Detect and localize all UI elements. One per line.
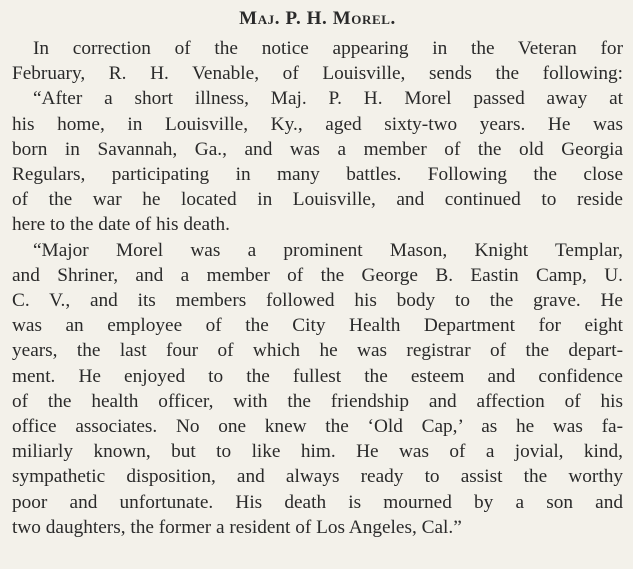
text-line: two daughters, the former a resident of Los Angeles, Cal.” bbox=[12, 516, 462, 538]
text-line: Regulars, participating in many battles. Following the close bbox=[12, 164, 623, 186]
text-line: poor and unfortunate. His death is mourned by a son and bbox=[12, 491, 623, 513]
text-line: of the war he located in Louisville, and continued to reside bbox=[12, 189, 623, 211]
text-line: ment. He enjoyed to the fullest the esteem and confidence bbox=[12, 365, 623, 387]
text-line: “After a short illness, Maj. P. H. Morel passed away at bbox=[33, 88, 623, 110]
text-line: “Major Morel was a prominent Mason, Knight Templar, bbox=[33, 239, 623, 261]
text-line: here to the date of his death. bbox=[12, 214, 230, 236]
text-line: was an employee of the City Health Department for eight bbox=[12, 315, 623, 337]
text-line: born in Savannah, Ga., and was a member of the old Georgia bbox=[12, 138, 623, 160]
text-line: sympathetic disposition, and always ready to assist the worthy bbox=[12, 466, 623, 488]
text-line: C. V., and its members followed his body to the grave. He bbox=[12, 290, 623, 312]
text-line: his home, in Louisville, Ky., aged sixty-two years. He was bbox=[12, 113, 623, 135]
text-line: In correction of the notice appearing in the Veteran for bbox=[33, 38, 623, 59]
article-title: Maj. P. H. Morel. bbox=[239, 8, 396, 29]
text-line: years, the last four of which he was registrar of the depart- bbox=[12, 340, 623, 362]
text-line: of the health officer, with the friendship and affection of his bbox=[12, 390, 623, 412]
text-line: February, R. H. Venable, of Louisville, sends the following: bbox=[12, 63, 623, 85]
text-line: miliarly known, but to like him. He was of a jovial, kind, bbox=[12, 441, 623, 463]
article-body bbox=[12, 36, 623, 540]
text-line: office associates. No one knew the ‘Old Cap,’ as he was fa- bbox=[12, 416, 623, 438]
text-line: and Shriner, and a member of the George B. Eastin Camp, U. bbox=[12, 264, 623, 286]
